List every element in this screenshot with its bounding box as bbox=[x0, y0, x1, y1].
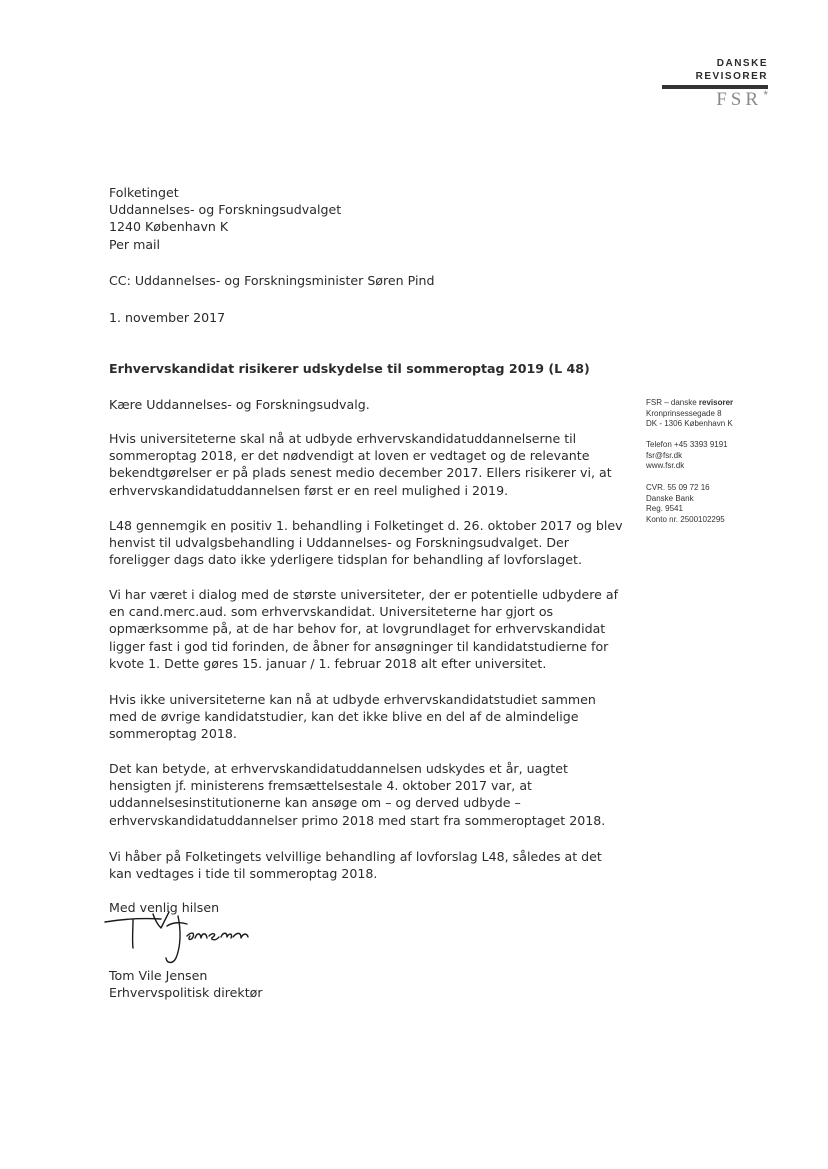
sidebar-street: Kronprinsessegade 8 bbox=[646, 408, 722, 418]
sidebar-account: Konto nr. 2500102295 bbox=[646, 514, 725, 524]
address-line: Uddannelses- og Forskningsudvalget bbox=[109, 202, 342, 218]
cc-line: CC: Uddannelses- og Forskningsminister Søren Pind bbox=[109, 273, 435, 288]
logo-text-revisorer: REVISORER bbox=[695, 71, 768, 82]
recipient-address bbox=[109, 184, 341, 253]
paragraph-line: bekendtgørelser er på plads senest medio december 2017. Ellers risikerer vi, at bbox=[109, 465, 612, 481]
paragraph-6 bbox=[109, 848, 602, 882]
logo-mark-fsr: FSR bbox=[716, 89, 762, 110]
fsr-logo bbox=[640, 58, 768, 118]
paragraph-line: kan vedtages i tide til sommeroptag 2018. bbox=[109, 866, 378, 882]
sidebar-org-bold: revisorer bbox=[698, 398, 734, 407]
paragraph-line: ligger fast i god tid forinden, de åbner for ansøgninger til kandidatstudierne for bbox=[109, 638, 609, 654]
sidebar-email: fsr@fsr.dk bbox=[646, 450, 683, 460]
address-line: Per mail bbox=[109, 236, 161, 252]
sidebar-org-plain: FSR – danske bbox=[646, 398, 699, 407]
paragraph-line: Hvis universiteterne skal nå at udbyde erhvervskandidatuddannelserne til bbox=[109, 431, 577, 446]
greeting: Kære Uddannelses- og Forskningsudvalg. bbox=[109, 397, 370, 412]
logo-star: * bbox=[763, 88, 768, 102]
signer-title: Erhvervspolitisk direktør bbox=[109, 985, 263, 1001]
paragraph-2 bbox=[109, 517, 623, 569]
letter-subject: Erhvervskandidat risikerer udskydelse til sommeroptag 2019 (L 48) bbox=[109, 361, 590, 376]
letter-date: 1. november 2017 bbox=[109, 310, 226, 325]
paragraph-line: kvote 1. Dette gøres 15. januar / 1. februar 2018 alt efter universitet. bbox=[109, 655, 547, 671]
sidebar-bank-name: Danske Bank bbox=[646, 493, 694, 503]
paragraph-line: Vi har været i dialog med de største universiteter, der er potentielle udbydere af bbox=[109, 587, 619, 602]
paragraph-4 bbox=[109, 691, 596, 743]
paragraph-line: en cand.merc.aud. som erhvervskandidat. Universiteterne har gjort os bbox=[109, 604, 554, 620]
paragraph-line: uddannelsesinstitutionerne kan ansøge om – og derved udbyde – bbox=[109, 795, 521, 811]
paragraph-line: sommeroptag 2018. bbox=[109, 726, 237, 742]
sidebar-org bbox=[646, 398, 733, 409]
address-line: 1240 København K bbox=[109, 219, 229, 235]
paragraph-line: Vi håber på Folketingets velvillige behandling af lovforslag L48, således at det bbox=[109, 849, 602, 864]
signer-name: Tom Vile Jensen bbox=[109, 968, 208, 983]
paragraph-line: opmærksomme på, at de har behov for, at lovgrundlaget for erhvervskandidat bbox=[109, 621, 606, 637]
sidebar-contact bbox=[646, 440, 728, 472]
paragraph-5 bbox=[109, 760, 605, 829]
sidebar-address bbox=[646, 398, 733, 430]
sidebar-reg: Reg. 9541 bbox=[646, 504, 683, 514]
paragraph-line: med de øvrige kandidatstudier, kan det ikke blive en del af de almindelige bbox=[109, 709, 579, 725]
paragraph-line: foreligger dags dato ikke yderligere tidsplan for behandling af lovforslaget. bbox=[109, 552, 582, 568]
handwritten-signature bbox=[103, 906, 253, 966]
closing: Med venlig hilsen bbox=[109, 900, 220, 915]
logo-text-danske: DANSKE bbox=[716, 58, 768, 69]
paragraph-3 bbox=[109, 586, 618, 672]
paragraph-line: Hvis ikke universiteterne kan nå at udbyde erhvervskandidatstudiet sammen bbox=[109, 692, 596, 707]
paragraph-line: L48 gennemgik en positiv 1. behandling i Folketinget d. 26. oktober 2017 og blev bbox=[109, 518, 623, 533]
paragraph-line: henvist til udvalgsbehandling i Uddannelses- og Forskningsudvalget. Der bbox=[109, 535, 569, 551]
sidebar-phone: Telefon +45 3393 9191 bbox=[646, 440, 728, 449]
sidebar-bank bbox=[646, 483, 725, 525]
paragraph-line: hensigten jf. ministerens fremsættelsestale 4. oktober 2017 var, at bbox=[109, 778, 532, 794]
paragraph-line: erhvervskandidatuddannelser primo 2018 med start fra sommeroptaget 2018. bbox=[109, 812, 606, 828]
sidebar-city: DK - 1306 København K bbox=[646, 419, 733, 429]
paragraph-line: sommeroptag 2018, er det nødvendigt at loven er vedtaget og de relevante bbox=[109, 448, 590, 464]
paragraph-line: erhvervskandidatuddannelsen først er en reel mulighed i 2019. bbox=[109, 482, 509, 498]
paragraph-line: Det kan betyde, at erhvervskandidatuddannelsen udskydes et år, uagtet bbox=[109, 761, 568, 776]
sidebar-web: www.fsr.dk bbox=[646, 461, 685, 471]
sidebar-cvr: CVR. 55 09 72 16 bbox=[646, 483, 710, 492]
signer-block bbox=[109, 967, 263, 1001]
paragraph-1 bbox=[109, 430, 612, 499]
address-line: Folketinget bbox=[109, 185, 179, 200]
